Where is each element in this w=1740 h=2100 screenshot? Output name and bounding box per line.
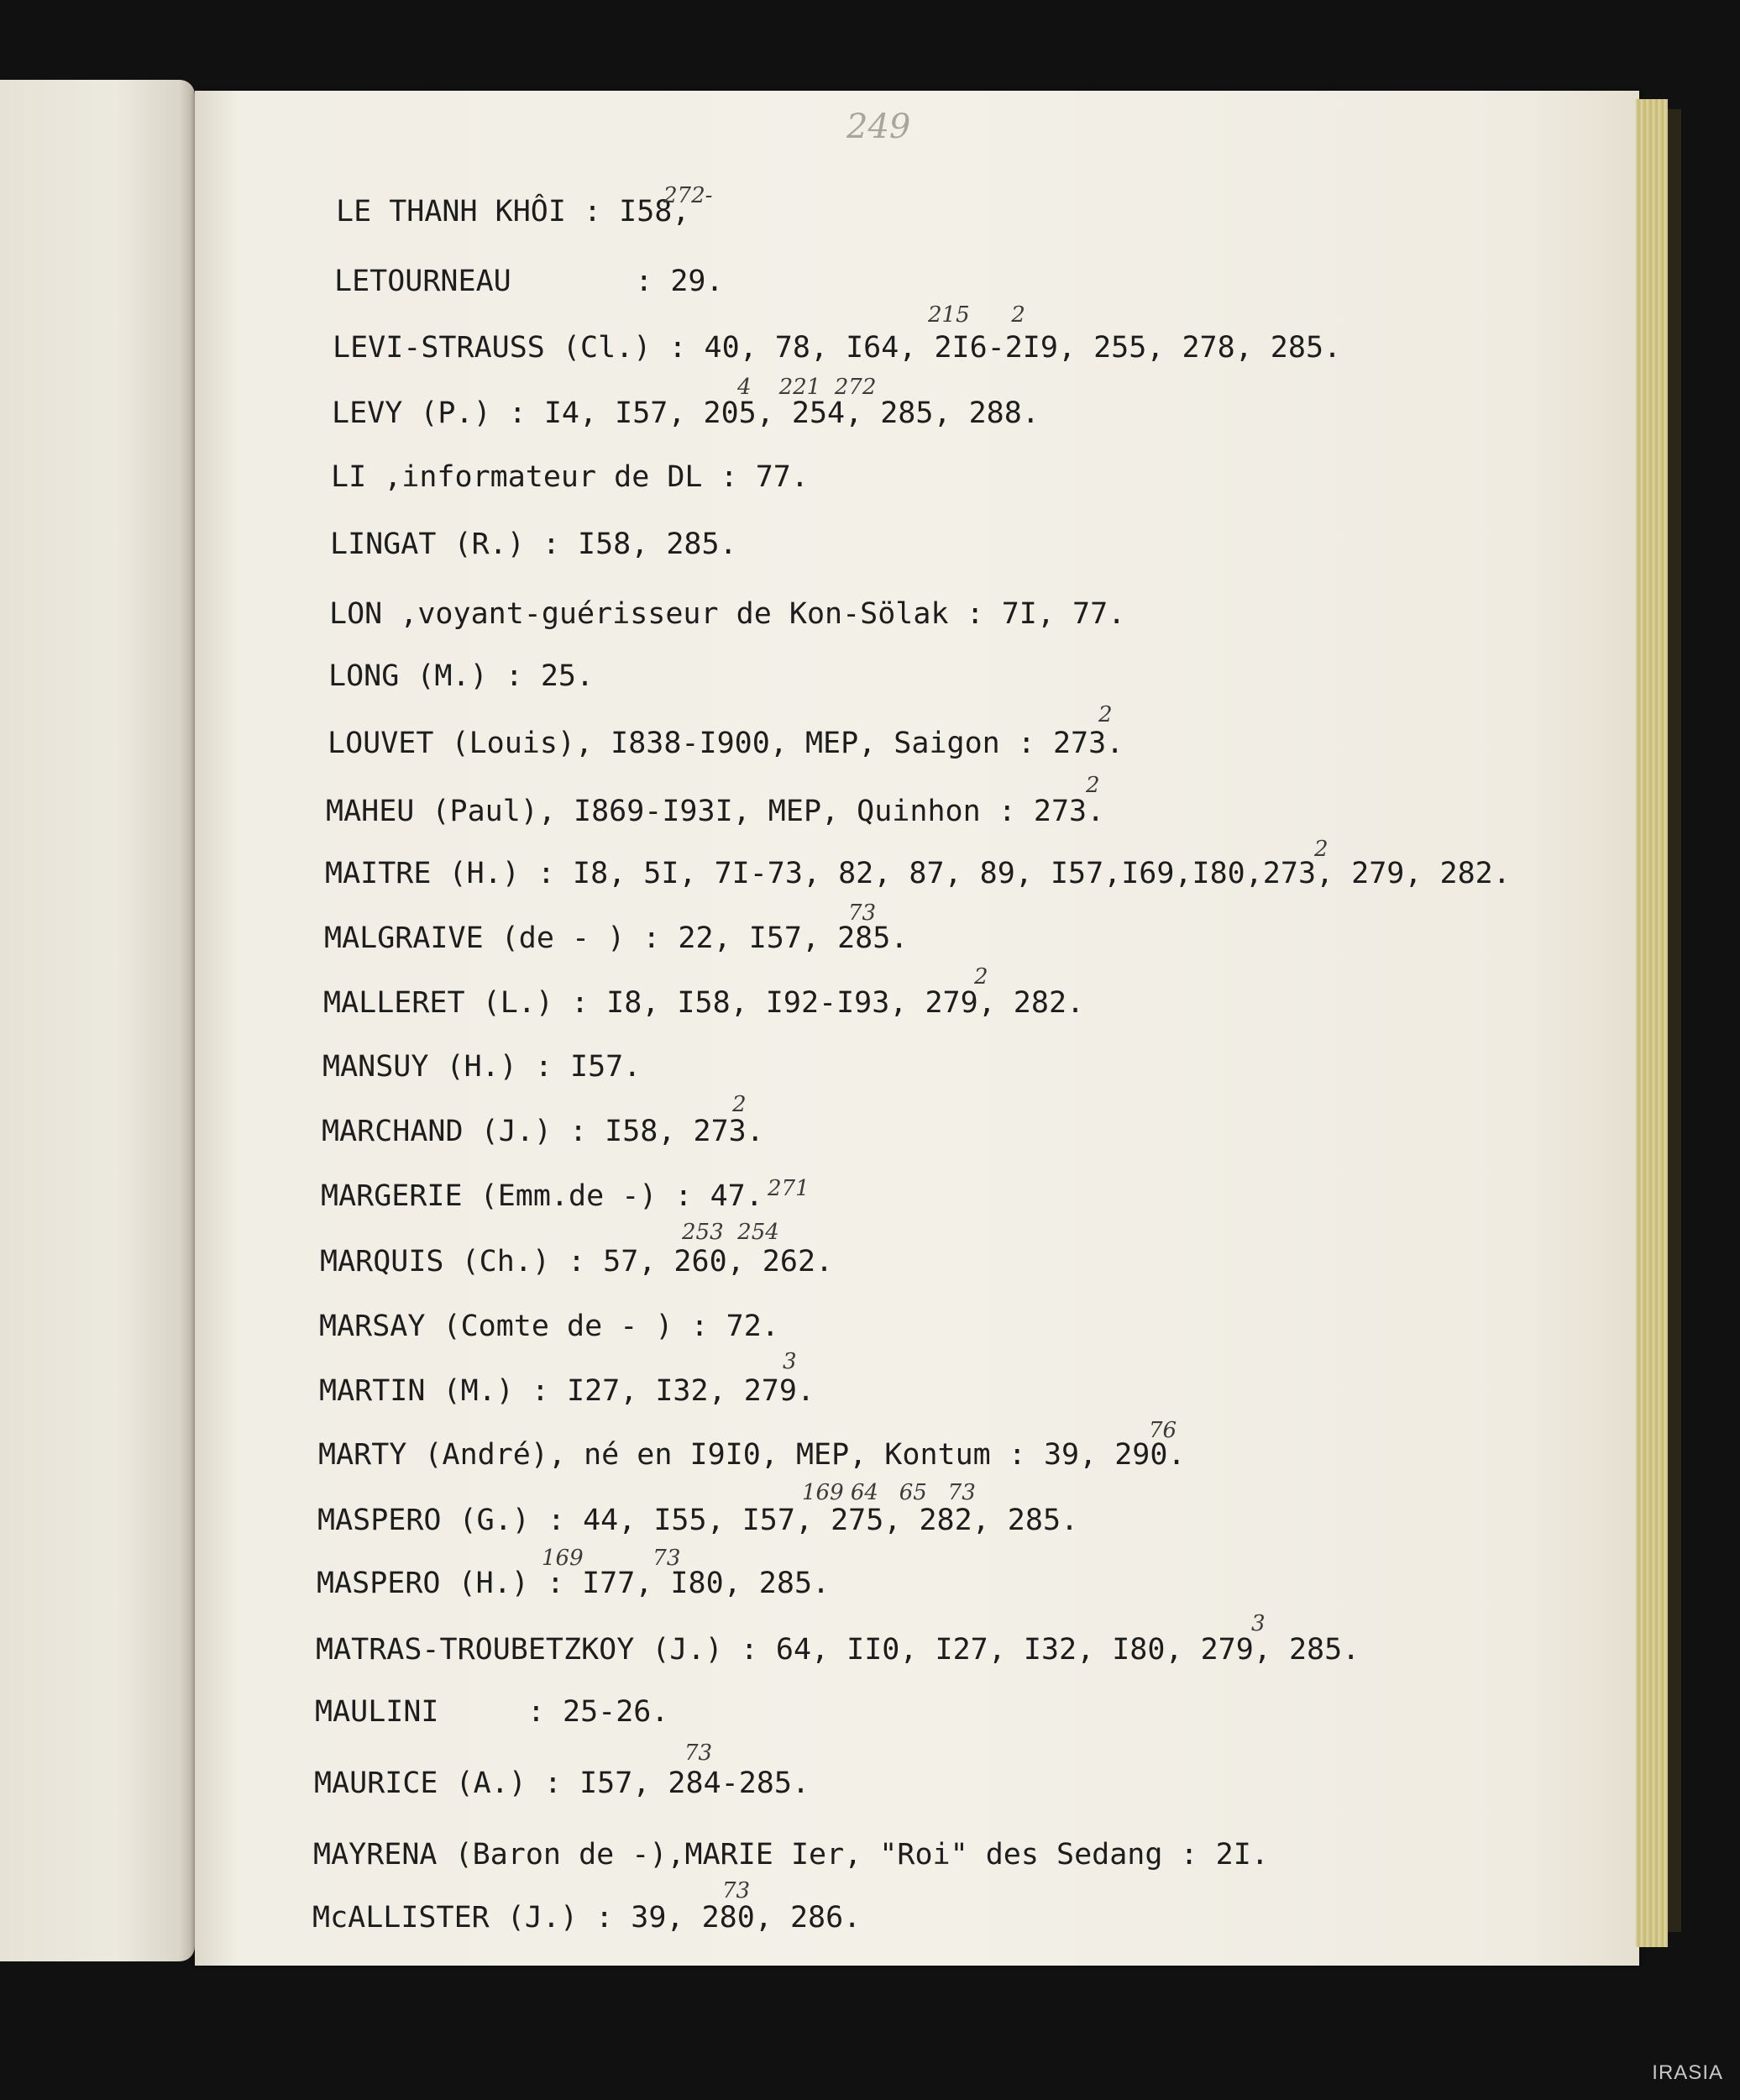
index-entry: MASPERO (H.) : I77, I80, 285. xyxy=(317,1567,831,1600)
page-stack-edge xyxy=(1636,99,1668,1947)
index-entry: MARTY (André), né en I9I0, MEP, Kontum : 39, 290. xyxy=(318,1438,1186,1472)
index-entry: MAULINI : 25-26. xyxy=(315,1695,669,1729)
index-entry: LEVI-STRAUSS (Cl.) : 40, 78, I64, 2I6-2I9, 255, 278, 285. xyxy=(333,331,1342,365)
handwritten-note: 169 73 xyxy=(542,1546,681,1571)
handwritten-note: 2 xyxy=(1098,702,1113,727)
index-entry: LI ,informateur de DL : 77. xyxy=(331,460,809,494)
index-entry: MATRAS-TROUBETZKOY (J.) : 64, II0, I27, I32, I80, 279, 285. xyxy=(316,1633,1360,1667)
index-entry: LE THANH KHÔI : I58, xyxy=(336,195,690,228)
right-page xyxy=(195,91,1639,1966)
handwritten-note: 2 xyxy=(732,1092,747,1117)
page-number: 249 xyxy=(846,108,911,146)
index-entry: MARSAY (Comte de - ) : 72. xyxy=(319,1310,779,1343)
index-entry: LON ,voyant-guérisseur de Kon-Sölak : 7I, 77. xyxy=(329,597,1126,631)
index-entry: LINGAT (R.) : I58, 285. xyxy=(330,528,737,561)
index-entry: LEVY (P.) : I4, I57, 205, 254, 285, 288. xyxy=(332,396,1040,430)
handwritten-note: 215 2 xyxy=(928,302,1025,328)
index-entry: MAHEU (Paul), I869-I93I, MEP, Quinhon : 273. xyxy=(326,795,1105,828)
handwritten-note: 2 xyxy=(1314,837,1329,862)
index-entry: MANSUY (H.) : I57. xyxy=(322,1050,642,1084)
watermark: IRASIA xyxy=(1652,2061,1723,2084)
left-page-edge xyxy=(0,80,195,1961)
handwritten-note: 73 xyxy=(684,1740,713,1766)
index-entry: McALLISTER (J.) : 39, 280, 286. xyxy=(312,1901,862,1935)
handwritten-note: 169 64 65 73 xyxy=(802,1480,976,1505)
handwritten-note: 73 xyxy=(848,900,877,926)
index-entry: MAURICE (A.) : I57, 284-285. xyxy=(314,1767,810,1800)
index-entry: MASPERO (G.) : 44, I55, I57, 275, 282, 285. xyxy=(317,1504,1079,1537)
handwritten-note: 73 xyxy=(722,1878,751,1903)
handwritten-note: 271 xyxy=(768,1176,810,1201)
handwritten-note: 253 254 xyxy=(682,1220,779,1245)
index-entry: MARCHAND (J.) : I58, 273. xyxy=(322,1115,764,1148)
handwritten-note: 2 xyxy=(974,964,988,990)
index-entry: MARGERIE (Emm.de -) : 47. xyxy=(321,1179,763,1213)
index-entry: MARTIN (M.) : I27, I32, 279. xyxy=(319,1374,815,1408)
index-entry: MALGRAIVE (de - ) : 22, I57, 285. xyxy=(324,921,909,955)
index-entry: MAITRE (H.) : I8, 5I, 7I-73, 82, 87, 89, I57,I69,I80,273, 279, 282. xyxy=(325,857,1511,890)
index-entry: MALLERET (L.) : I8, I58, I92-I93, 279, 282. xyxy=(323,986,1085,1020)
index-entry: LONG (M.) : 25. xyxy=(328,659,595,693)
handwritten-note: 2 xyxy=(1086,773,1100,798)
index-entry: MARQUIS (Ch.) : 57, 260, 262. xyxy=(320,1245,834,1278)
index-entry: LETOURNEAU : 29. xyxy=(334,265,724,298)
book-cover-edge xyxy=(1668,109,1681,1932)
handwritten-note: 272- xyxy=(663,183,713,208)
index-entry: MAYRENA (Baron de -),MARIE Ier, "Roi" des Sedang : 2I. xyxy=(313,1838,1269,1872)
handwritten-note: 3 xyxy=(783,1349,797,1374)
handwritten-note: 3 xyxy=(1251,1611,1266,1636)
index-entry: LOUVET (Louis), I838-I900, MEP, Saigon : 273. xyxy=(328,727,1124,760)
handwritten-note: 4 221 272 xyxy=(737,375,877,400)
handwritten-note: 76 xyxy=(1149,1418,1177,1443)
